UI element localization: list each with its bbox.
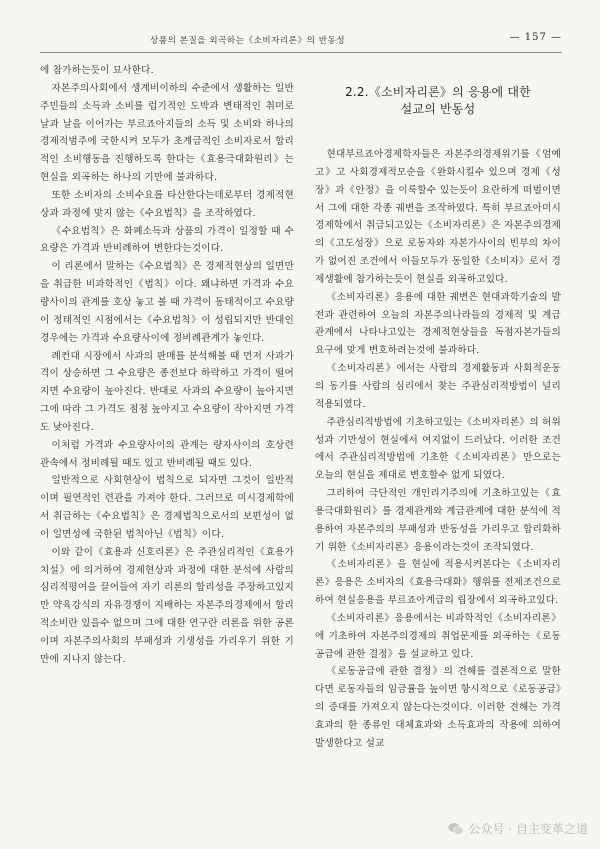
paragraph: 《소비자리론》을 현실에 적용시켜본다는《소비자리론》응용은 소비자의《효용극대화》행위를 전제조건으로 하여 현실응용을 부르죠아계급의 립장에서 외곡하고있다. xyxy=(315,559,561,607)
paragraph: 《소비자리론》에서는 사람의 경제활동과 사회적운동의 동기를 사람의 심리에서 찾는 주관심리적방법이 널리 적용되였다. xyxy=(315,363,561,410)
paragraph: 에 참가하는듯이 묘사한다. xyxy=(40,65,154,76)
paragraph: 또한 소비자의 소비수요를 타산한다는데로부터 경제적현상과 과정에 맞지 않는《수요법칙》을 조작하였다. xyxy=(40,189,294,219)
page-number: — 157 — xyxy=(509,32,562,43)
section-heading-line1: 2.2.《소비자리론》의 응용에 대한 xyxy=(345,85,531,99)
wechat-icon xyxy=(448,822,464,836)
paragraph: 자본주의사회에서 생계비이하의 수준에서 생활하는 일반주민들의 소득과 소비를 럽기적인 도박과 변태적인 취미로 날과 날을 이어가는 부르죠아지들의 소득 및 소비와 하나의 경제적범주에 국한시켜 모두가 초계급적인 소비자로서 합리적인 소비행동을 진행하도록 한다는《효용극대화원리》는 현실을 외곡하는 하나의 기만에 불과하다. xyxy=(40,82,294,184)
paragraph: 《로동공급에 관한 결정》의 견해를 결론적으로 말한다면 로동자들의 임금률을 높이면 항시적으로《로동공급》의 증대를 가져오지 않는다는것이다. 이러한 견해는 가격효과의 한 종류인 대체효과와 소득효과의 작용에 의하여 발생한다고 설교 xyxy=(315,666,561,749)
section-heading xyxy=(315,84,561,118)
header-title: 상품의 본질을 외곡하는《소비자리론》의 반동성 xyxy=(150,36,346,46)
watermark xyxy=(448,820,588,837)
watermark-text: 公众号 · 自主变革之道 xyxy=(468,822,588,836)
paragraph: 《소비자리론》응용에서는 비과학적인《소비자리론》에 기초하여 자본주의경제의 취업문제를 외곡하는《로동공급에 관한 결정》을 설교하고 있다. xyxy=(315,612,561,660)
paragraph: 일반적으로 사회현상이 법칙으로 되자면 그것이 일반적이며 필연적인 련관을 가져야 한다. 그러므로 미시경제학에서 취급하는《수요법칙》은 경제법칙으로서의 보편성이 없이 일면성에 국한된 법칙아닌《법칙》이다. xyxy=(40,475,294,540)
paragraph: 《소비자리론》응용에 대한 궤변은 현대과학기술의 발전과 관련하여 오늘의 자본주의나라들의 경제적 및 계급관계에서 나타나고있는 경제적현상들을 독점자본가들의 요구에 맞게 변호하려는것에 불과하다. xyxy=(315,291,561,357)
running-header xyxy=(40,30,562,53)
paragraph: 주관심리적방법에 기초하고있는《소비자리론》의 허위성과 기만성이 현실에서 여지없이 드러났다. 이러한 조건에서 주관심리적방법에 기초한《소비자리론》만으로는 오늘의 현실을 제대로 변호할수 없게 되였다. xyxy=(315,416,561,482)
paragraph: 《수요법칙》은 화폐소득과 상품의 가격이 일정할 때 수요량은 가격과 반비례하여 변한다는것이다. xyxy=(40,225,294,255)
section-heading-line2: 설교의 반동성 xyxy=(400,102,476,116)
paragraph: 이처럼 가격과 수요량사이의 관계는 량자사이의 호상련관속에서 정비례될 때도 있고 반비례될 때도 있다. xyxy=(40,439,294,469)
right-column xyxy=(315,62,561,753)
paragraph: 이 리론에서 말하는《수요법칙》은 경제적현상의 일면만을 취급한 비과학적인《법칙》이다. 왜냐하면 가격과 수요량사이의 관계를 호상 놓고 볼 때 가격이 동태적이고 수요량이 정태적인 시점에서는《수요법칙》이 성립되지만 반대인 경우에는 가격과 수요량사이에 정비례관계가 놓인다. xyxy=(40,261,294,344)
left-column xyxy=(40,62,294,669)
paragraph: 현대부르죠아경제학자들은 자본주의경제위기를《엄예고》고 사회경제적모순을《완화시킬수 있으며 경제《성장》과《안정》을 이룩할수 있는듯이 요란하게 떠벌이면서 그에 대한 각종 궤변을 조작하였다. 특히 부르죠아미시경제학에서 취급되고있는《소비자리론》은 자본주의경제의《고도성장》으로 로동자와 자본가사이의 빈부의 차이가 없어진 조건에서 이들모두가 동일한《소비자》로서 경제생활에 참가하는듯이 현실을 외곡하고있다. xyxy=(315,149,561,285)
paragraph: 례컨대 시장에서 사과의 판매를 분석해볼 때 먼저 사과가격이 상승하면 그 수요량은 종전보다 하락하고 가격이 떨어지면 수요량이 높아진다. 반대로 사과의 수요량이 높아지면 그에 따라 그 가격도 점점 높아지고 수요량이 작아지면 가격도 낮아진다. xyxy=(40,350,294,433)
paragraph: 이와 같이《효용과 신호리론》은 주관심리적인《효용가치설》에 의거하여 경제현상과 과정에 대한 분석에 사람의 심리적평여을 끌어들여 자기 리론의 합리성을 주장하고있지만 약육강식의 자유경쟁이 지배하는 자본주의경제에서 합리적소비란 있을수 없으며 그에 대한 연구란 리론을 위한 공론이며 자본주의사회의 부패성과 기생성을 가리우기 위한 기만에 지나지 않는다. xyxy=(40,546,294,665)
paragraph: 그리하여 극단적인 개인리기주의에 기초하고있는《효용극대화원리》를 경제관계와 계급관계에 대한 분석에 적용하여 자본주의의 부패성과 반동성을 가리우고 합리화하기 위한《소비자리론》응용이라는것이 조작되였다. xyxy=(315,488,561,553)
